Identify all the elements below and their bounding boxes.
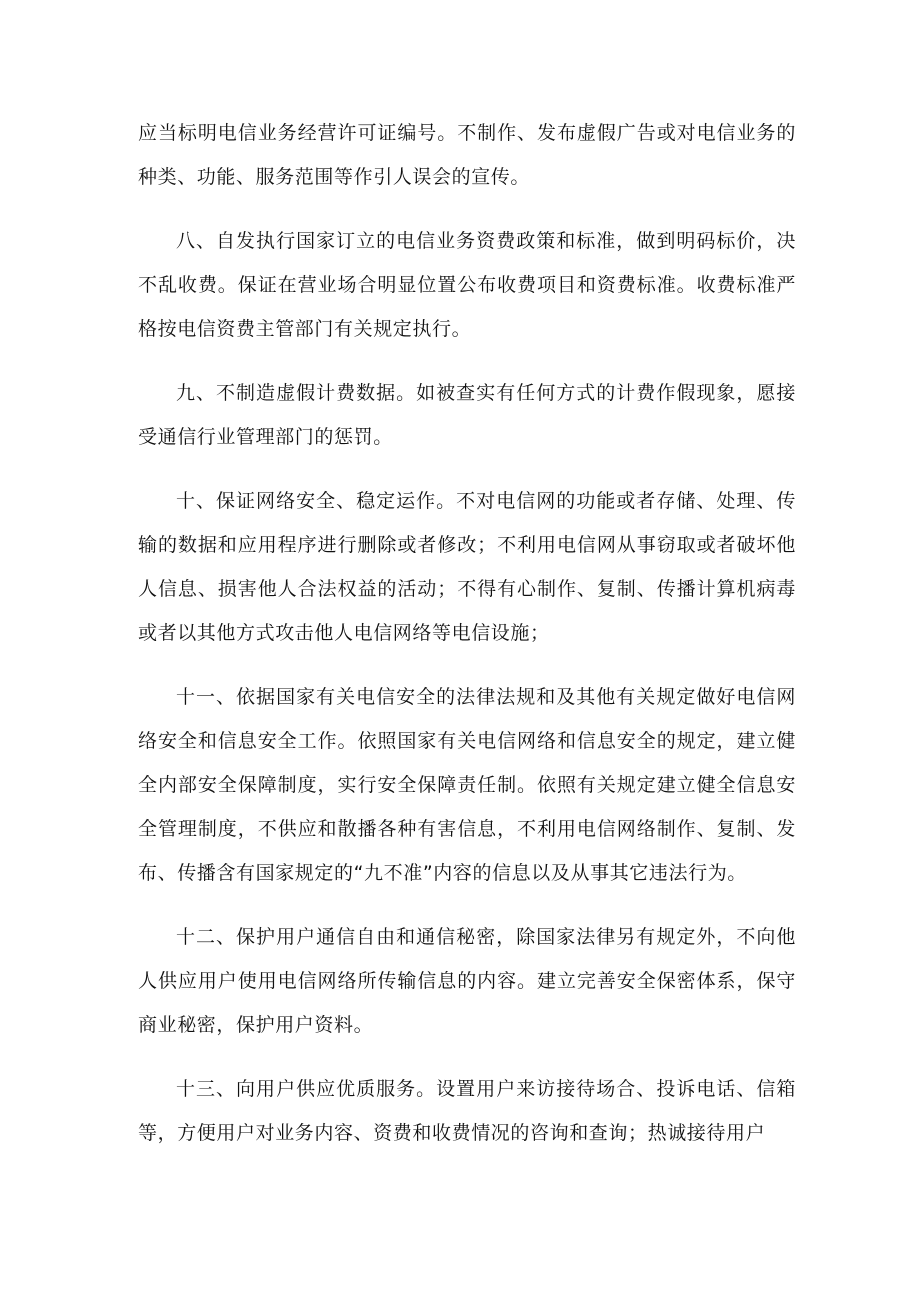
paragraph-item-9: 九、不制造虚假计费数据。如被查实有任何方式的计费作假现象，愿接受通信行业管理部门的惩罚。	[138, 382, 796, 448]
paragraph-item-12: 十二、保护用户通信自由和通信秘密，除国家法律另有规定外，不向他人供应用户使用电信网络所传输信息的内容。建立完善安全保密体系，保守商业秘密，保护用户资料。	[138, 926, 796, 1036]
paragraph-item-11: 十一、依据国家有关电信安全的法律法规和及其他有关规定做好电信网络安全和信息安全工作。依照国家有关电信网络和信息安全的规定，建立健全内部安全保障制度，实行安全保障责任制。依照有关规定建立健全信息安全管理制度，不供应和散播各种有害信息，不利用电信网络制作、复制、发布、传播含有国家规定的“九不准”内容的信息以及从事其它违法行为。	[138, 686, 796, 884]
paragraph-item-13: 十三、向用户供应优质服务。设置用户来访接待场合、投诉电话、信箱等，方便用户对业务内容、资费和收费情况的咨询和查询；热诚接待用户	[138, 1078, 796, 1144]
paragraph-continuation: 应当标明电信业务经营许可证编号。不制作、发布虚假广告或对电信业务的种类、功能、服务范围等作引人误会的宣传。	[138, 122, 796, 188]
paragraph-item-8: 八、自发执行国家订立的电信业务资费政策和标准，做到明码标价，决不乱收费。保证在营业场合明显位置公布收费项目和资费标准。收费标准严格按电信资费主管部门有关规定执行。	[138, 230, 796, 340]
paragraph-item-10: 十、保证网络安全、稳定运作。不对电信网的功能或者存储、处理、传输的数据和应用程序进行删除或者修改；不利用电信网从事窃取或者破坏他人信息、损害他人合法权益的活动；不得有心制作、复制、传播计算机病毒或者以其他方式攻击他人电信网络等电信设施；	[138, 490, 796, 644]
